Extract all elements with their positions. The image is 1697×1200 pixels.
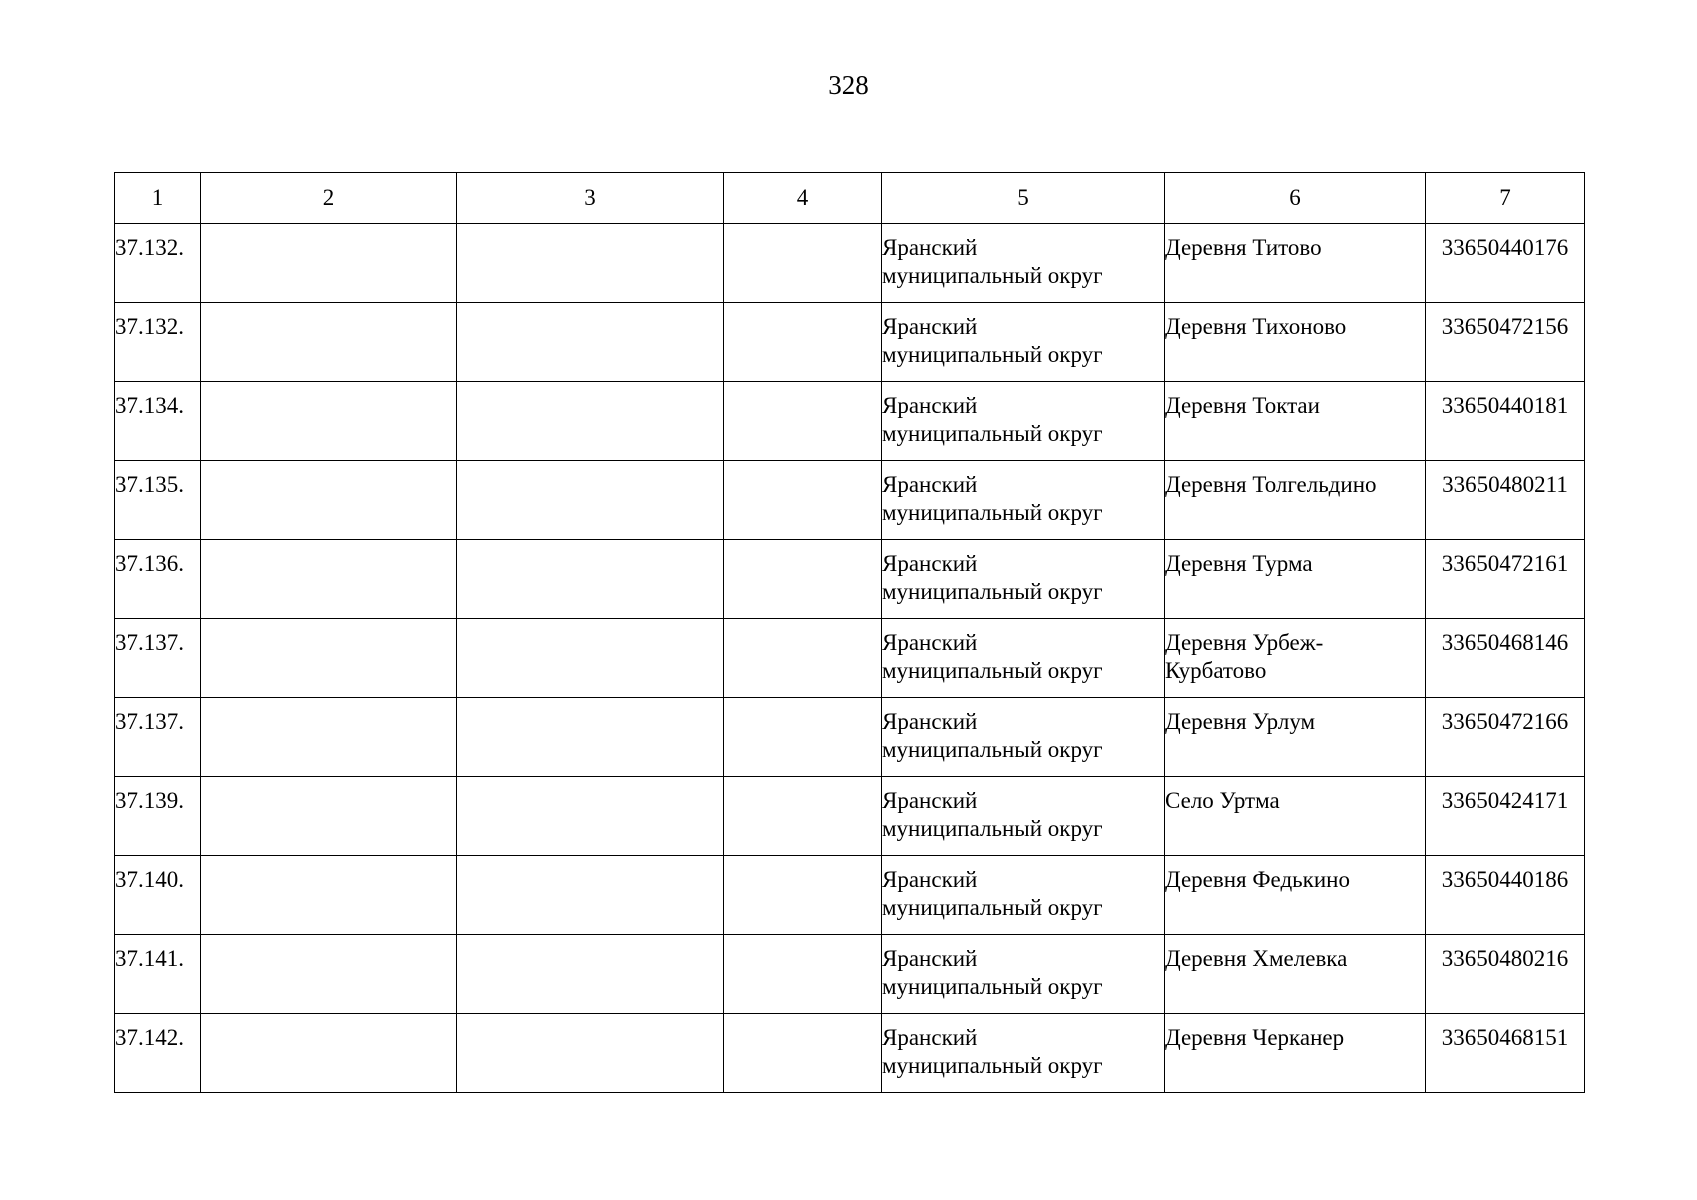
row-number: 37.137. bbox=[115, 709, 184, 734]
header-row bbox=[115, 173, 1585, 224]
row-number-cell bbox=[115, 935, 201, 1014]
code-cell bbox=[1426, 777, 1585, 856]
district-name: Яранский bbox=[882, 788, 978, 813]
column-header: 4 bbox=[724, 173, 882, 224]
empty-cell bbox=[201, 382, 457, 461]
table-row bbox=[115, 461, 1585, 540]
district-name: Яранский bbox=[882, 946, 978, 971]
empty-cell bbox=[201, 461, 457, 540]
empty-cell bbox=[724, 303, 882, 382]
page-number: 328 bbox=[828, 70, 869, 100]
district-cell bbox=[882, 303, 1165, 382]
district-type: муниципальный округ bbox=[882, 658, 1103, 683]
table-row bbox=[115, 935, 1585, 1014]
code-cell bbox=[1426, 461, 1585, 540]
district-type: муниципальный округ bbox=[882, 816, 1103, 841]
empty-cell bbox=[457, 777, 724, 856]
empty-cell bbox=[457, 461, 724, 540]
settlement-name: Деревня Федькино bbox=[1165, 867, 1350, 892]
district-cell bbox=[882, 461, 1165, 540]
row-number: 37.132. bbox=[115, 235, 184, 260]
table-row bbox=[115, 303, 1585, 382]
empty-cell bbox=[724, 935, 882, 1014]
empty-cell bbox=[457, 856, 724, 935]
settlement-name: Деревня Титово bbox=[1165, 235, 1322, 260]
empty-cell bbox=[457, 382, 724, 461]
settlement-cell bbox=[1165, 461, 1426, 540]
table-row bbox=[115, 224, 1585, 303]
oktmo-code: 33650424171 bbox=[1441, 788, 1569, 813]
oktmo-code: 33650480216 bbox=[1441, 946, 1569, 971]
empty-cell bbox=[201, 935, 457, 1014]
settlement-name: Деревня Толгельдино bbox=[1165, 472, 1377, 497]
column-header: 3 bbox=[457, 173, 724, 224]
district-cell bbox=[882, 698, 1165, 777]
settlement-name: Деревня Урлум bbox=[1165, 709, 1316, 734]
row-number: 37.141. bbox=[115, 946, 184, 971]
empty-cell bbox=[201, 698, 457, 777]
empty-cell bbox=[724, 540, 882, 619]
oktmo-code: 33650472156 bbox=[1441, 314, 1569, 339]
empty-cell bbox=[201, 224, 457, 303]
settlement-cell bbox=[1165, 540, 1426, 619]
code-cell bbox=[1426, 382, 1585, 461]
district-name: Яранский bbox=[882, 551, 978, 576]
table-row bbox=[115, 540, 1585, 619]
empty-cell bbox=[457, 224, 724, 303]
oktmo-code: 33650440181 bbox=[1441, 393, 1569, 418]
row-number-cell bbox=[115, 382, 201, 461]
row-number-cell bbox=[115, 1014, 201, 1093]
row-number-cell bbox=[115, 540, 201, 619]
code-cell bbox=[1426, 698, 1585, 777]
row-number-cell bbox=[115, 224, 201, 303]
oktmo-code: 33650480211 bbox=[1442, 472, 1568, 497]
empty-cell bbox=[724, 777, 882, 856]
table-row bbox=[115, 619, 1585, 698]
district-cell bbox=[882, 382, 1165, 461]
row-number: 37.136. bbox=[115, 551, 184, 576]
empty-cell bbox=[201, 1014, 457, 1093]
oktmo-code: 33650440186 bbox=[1441, 867, 1569, 892]
empty-cell bbox=[724, 1014, 882, 1093]
row-number-cell bbox=[115, 619, 201, 698]
settlements-table bbox=[114, 172, 1585, 1093]
settlement-name: Деревня Турма bbox=[1165, 551, 1313, 576]
column-header: 2 bbox=[201, 173, 457, 224]
empty-cell bbox=[201, 777, 457, 856]
oktmo-code: 33650472166 bbox=[1441, 709, 1569, 734]
table-row bbox=[115, 382, 1585, 461]
district-cell bbox=[882, 224, 1165, 303]
district-name: Яранский bbox=[882, 630, 978, 655]
district-name: Яранский bbox=[882, 867, 978, 892]
code-cell bbox=[1426, 224, 1585, 303]
code-cell bbox=[1426, 856, 1585, 935]
settlement-name: Село Уртма bbox=[1165, 788, 1280, 813]
row-number: 37.134. bbox=[115, 393, 184, 418]
district-type: муниципальный округ bbox=[882, 500, 1103, 525]
empty-cell bbox=[724, 856, 882, 935]
district-cell bbox=[882, 856, 1165, 935]
row-number: 37.132. bbox=[115, 314, 184, 339]
district-type: муниципальный округ bbox=[882, 421, 1103, 446]
row-number: 37.135. bbox=[115, 472, 184, 497]
code-cell bbox=[1426, 935, 1585, 1014]
district-type: муниципальный округ bbox=[882, 263, 1103, 288]
row-number-cell bbox=[115, 698, 201, 777]
table-body bbox=[115, 224, 1585, 1093]
district-name: Яранский bbox=[882, 1025, 978, 1050]
district-type: муниципальный округ bbox=[882, 1053, 1103, 1078]
settlement-cell bbox=[1165, 856, 1426, 935]
column-header: 7 bbox=[1426, 173, 1585, 224]
district-name: Яранский bbox=[882, 393, 978, 418]
table-row bbox=[115, 777, 1585, 856]
empty-cell bbox=[201, 540, 457, 619]
settlement-name: Деревня Хмелевка bbox=[1165, 946, 1348, 971]
oktmo-code: 33650468151 bbox=[1441, 1025, 1569, 1050]
row-number: 37.137. bbox=[115, 630, 184, 655]
district-type: муниципальный округ bbox=[882, 737, 1103, 762]
settlement-name: Деревня Токтаи bbox=[1165, 393, 1320, 418]
settlement-cell bbox=[1165, 698, 1426, 777]
district-name: Яранский bbox=[882, 472, 978, 497]
district-name: Яранский bbox=[882, 314, 978, 339]
code-cell bbox=[1426, 303, 1585, 382]
settlement-cell bbox=[1165, 224, 1426, 303]
empty-cell bbox=[724, 461, 882, 540]
row-number-cell bbox=[115, 461, 201, 540]
district-type: муниципальный округ bbox=[882, 342, 1103, 367]
empty-cell bbox=[457, 935, 724, 1014]
empty-cell bbox=[724, 619, 882, 698]
code-cell bbox=[1426, 1014, 1585, 1093]
empty-cell bbox=[724, 224, 882, 303]
empty-cell bbox=[457, 303, 724, 382]
empty-cell bbox=[724, 382, 882, 461]
district-name: Яранский bbox=[882, 235, 978, 260]
column-header: 6 bbox=[1165, 173, 1426, 224]
district-cell bbox=[882, 777, 1165, 856]
code-cell bbox=[1426, 540, 1585, 619]
table-row bbox=[115, 698, 1585, 777]
district-type: муниципальный округ bbox=[882, 974, 1103, 999]
oktmo-code: 33650468146 bbox=[1441, 630, 1569, 655]
district-cell bbox=[882, 1014, 1165, 1093]
settlement-name: Деревня Черканер bbox=[1165, 1025, 1345, 1050]
district-type: муниципальный округ bbox=[882, 579, 1103, 604]
settlement-cell bbox=[1165, 1014, 1426, 1093]
row-number-cell bbox=[115, 777, 201, 856]
column-header: 1 bbox=[115, 173, 201, 224]
empty-cell bbox=[201, 856, 457, 935]
empty-cell bbox=[201, 619, 457, 698]
empty-cell bbox=[201, 303, 457, 382]
table-row bbox=[115, 856, 1585, 935]
district-type: муниципальный округ bbox=[882, 895, 1103, 920]
empty-cell bbox=[457, 540, 724, 619]
row-number-cell bbox=[115, 303, 201, 382]
settlement-name: Деревня Тихоново bbox=[1165, 314, 1347, 339]
row-number: 37.142. bbox=[115, 1025, 184, 1050]
column-header: 5 bbox=[882, 173, 1165, 224]
code-cell bbox=[1426, 619, 1585, 698]
row-number: 37.140. bbox=[115, 867, 184, 892]
empty-cell bbox=[457, 1014, 724, 1093]
district-cell bbox=[882, 540, 1165, 619]
row-number: 37.139. bbox=[115, 788, 184, 813]
empty-cell bbox=[724, 698, 882, 777]
row-number-cell bbox=[115, 856, 201, 935]
oktmo-code: 33650440176 bbox=[1441, 235, 1569, 260]
settlement-cell bbox=[1165, 777, 1426, 856]
district-cell bbox=[882, 619, 1165, 698]
settlement-cell bbox=[1165, 382, 1426, 461]
empty-cell bbox=[457, 698, 724, 777]
empty-cell bbox=[457, 619, 724, 698]
settlement-cell bbox=[1165, 935, 1426, 1014]
settlement-name: Деревня Урбеж- Курбатово bbox=[1165, 630, 1324, 683]
settlement-cell bbox=[1165, 303, 1426, 382]
district-cell bbox=[882, 935, 1165, 1014]
oktmo-code: 33650472161 bbox=[1441, 551, 1569, 576]
settlement-cell bbox=[1165, 619, 1426, 698]
table-row bbox=[115, 1014, 1585, 1093]
district-name: Яранский bbox=[882, 709, 978, 734]
